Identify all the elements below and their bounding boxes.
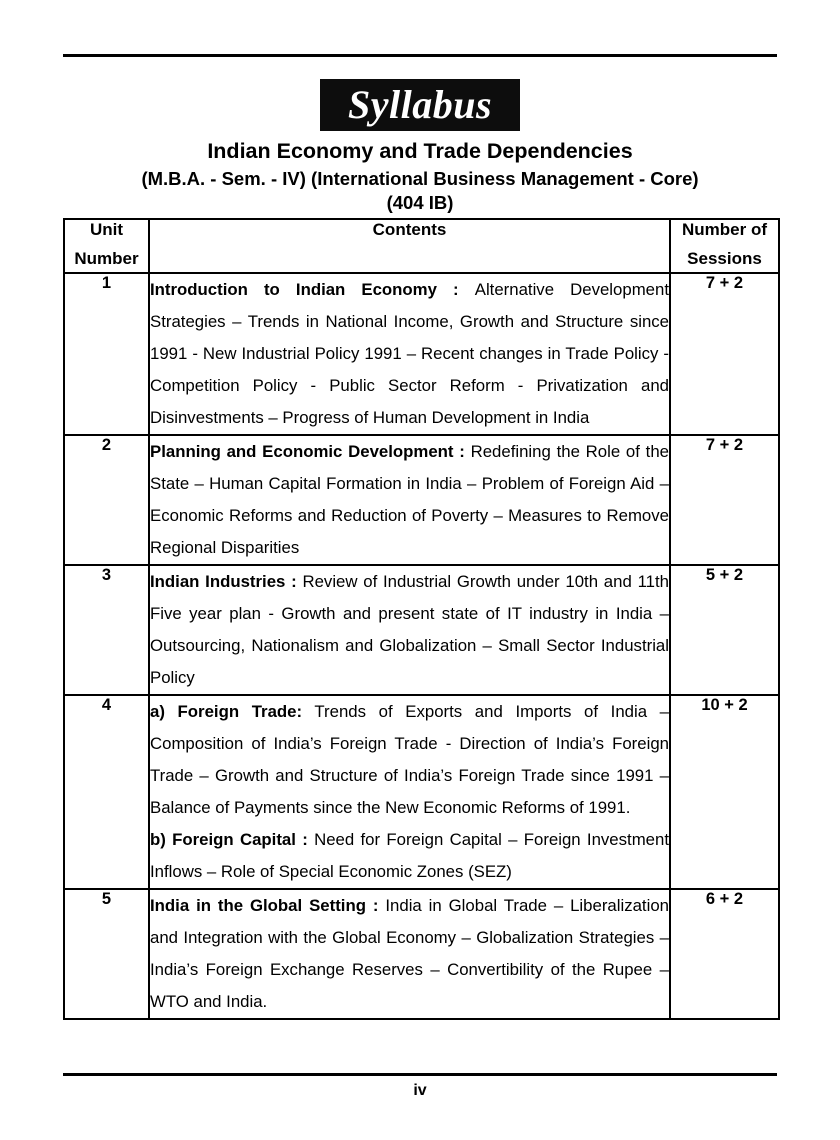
unit-description: [150, 890, 669, 1018]
syllabus-table: [63, 218, 780, 1020]
table-row: [64, 695, 779, 889]
unit-body: Review of Industrial Growth under 10th and 11th Five year plan - Growth and present state of IT industry in India – Outsourcing, Nationalism and Globalization – Small Sector Industrial Policy: [150, 572, 669, 687]
unit-number-cell: 5: [64, 889, 149, 1019]
sessions-cell: 7 + 2: [670, 273, 779, 435]
unit-description-part-b: [150, 824, 669, 888]
column-header-unit-number: [64, 219, 149, 273]
unit-description: [150, 566, 669, 694]
unit-header-line-2: Number: [74, 249, 139, 268]
table-header-row: [64, 219, 779, 273]
unit-heading: Introduction to Indian Economy: [150, 280, 437, 299]
table-row: [64, 435, 779, 565]
unit-heading: Indian Industries: [150, 572, 286, 591]
header-rule: [63, 54, 777, 57]
unit-heading-separator: :: [365, 896, 386, 915]
unit-number-cell: 1: [64, 273, 149, 435]
column-header-contents: Contents: [149, 219, 670, 273]
unit-heading-separator: [302, 702, 314, 721]
sessions-cell: 10 + 2: [670, 695, 779, 889]
unit-body: India in Global Trade – Liberalization and Integration with the Global Economy – Globalization Strategies – India’s Foreign Exchange Reserves – Convertibility of the Rupee – WTO and India.: [150, 896, 669, 1011]
subject-title: Indian Economy and Trade Dependencies: [207, 139, 633, 163]
table-row: [64, 273, 779, 435]
contents-cell: [149, 889, 670, 1019]
unit-heading-separator: :: [453, 442, 471, 461]
unit-description-part-a: [150, 696, 669, 824]
unit-number-cell: 2: [64, 435, 149, 565]
table-row: [64, 565, 779, 695]
table-row: [64, 889, 779, 1019]
contents-cell: [149, 695, 670, 889]
unit-number-cell: 4: [64, 695, 149, 889]
contents-cell: [149, 273, 670, 435]
contents-cell: [149, 565, 670, 695]
unit-header-line-1: Unit: [89, 220, 124, 239]
unit-body-b: Need for Foreign Capital – Foreign Investment Inflows – Role of Special Economic Zones (SEZ): [150, 830, 670, 881]
unit-heading: a) Foreign Trade:: [150, 702, 303, 721]
sessions-header-line-1: Number of: [682, 220, 767, 239]
unit-description: [150, 274, 669, 434]
sessions-cell: 7 + 2: [670, 435, 779, 565]
unit-heading-separator: :: [285, 572, 303, 591]
footer-rule: [63, 1073, 777, 1076]
sessions-header-line-2: Sessions: [687, 249, 762, 268]
unit-heading-b: b) Foreign Capital: [150, 830, 296, 849]
contents-cell: [149, 435, 670, 565]
unit-heading: Planning and Economic Development: [150, 442, 454, 461]
page-number: iv: [413, 1082, 427, 1099]
unit-description: [150, 436, 669, 564]
unit-body: Redefining the Role of the State – Human Capital Formation in India – Problem of Foreign Aid – Economic Reforms and Reduction of Poverty – Measures to Remove Regional Disparities: [150, 442, 669, 557]
syllabus-banner-title: Syllabus: [320, 79, 520, 131]
unit-heading-separator: :: [436, 280, 475, 299]
unit-number-cell: 3: [64, 565, 149, 695]
unit-body: Alternative Development Strategies – Trends in National Income, Growth and Structure since 1991 - New Industrial Policy 1991 – Recent changes in Trade Policy - Competition Policy - Public Sector Reform - Privatization and Disinvestments – Progress of Human Development in India: [150, 280, 670, 427]
sessions-cell: 6 + 2: [670, 889, 779, 1019]
unit-body: Trends of Exports and Imports of India – Composition of India’s Foreign Trade - Direction of India’s Foreign Trade – Growth and Structure of India’s Foreign Trade since 1991 – Balance of Payments since the New Economic Reforms of 1991.: [150, 702, 670, 817]
program-line: (M.B.A. - Sem. - IV) (International Business Management - Core): [141, 168, 699, 189]
unit-heading-separator-b: :: [295, 830, 315, 849]
sessions-cell: 5 + 2: [670, 565, 779, 695]
course-code: (404 IB): [386, 192, 454, 213]
unit-heading: India in the Global Setting: [150, 896, 366, 915]
column-header-number-of-sessions: [670, 219, 779, 273]
